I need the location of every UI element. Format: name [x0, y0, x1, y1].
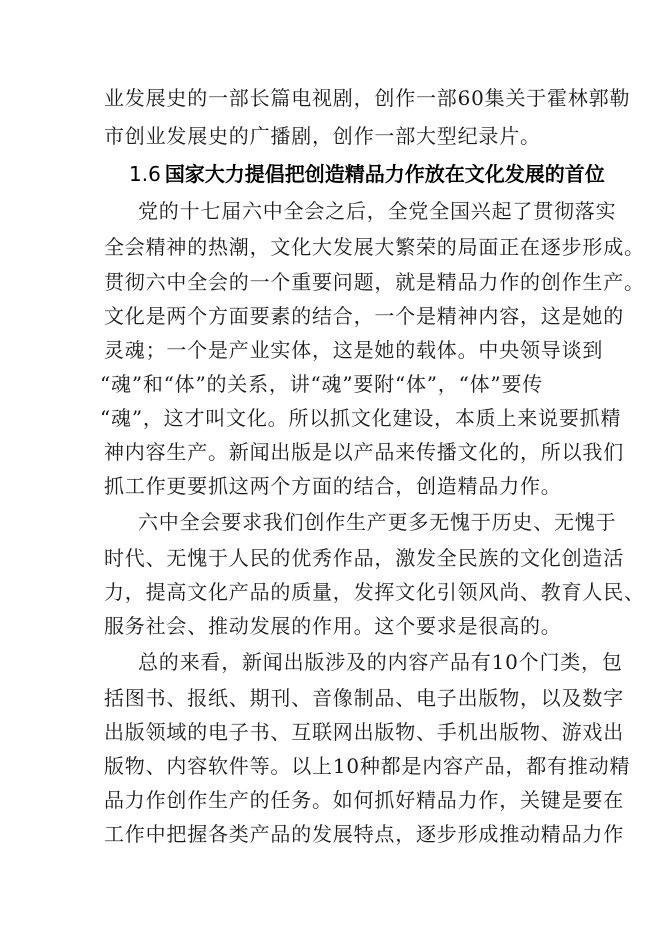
body-text-line: 业发展史的一部长篇电视剧，创作一部60集关于霍林郭勒	[104, 86, 631, 110]
section-title: 国家大力提倡把创造精品力作放在文化发展的首位	[164, 162, 605, 186]
body-text-line: 总的来看，新闻出版涉及的内容产品有10个门类，包	[138, 650, 623, 674]
body-text-line: 党的十七届六中全会之后，全党全国兴起了贯彻落实	[138, 199, 617, 223]
body-text-line: 括图书、报纸、期刊、音像制品、电子出版物，以及数字	[104, 686, 624, 710]
body-text-line: 出版领域的电子书、互联网出版物、手机出版物、游戏出	[104, 720, 624, 744]
body-text-line: “魂”和“体”的关系，讲“魂”要附“体”，“体”要传	[100, 372, 544, 396]
body-text-line: “魂”，这才叫文化。所以抓文化建设，本质上来说要抓精	[100, 406, 622, 430]
body-text-line: 神内容生产。新闻出版是以产品来传播文化的，所以我们	[104, 440, 624, 464]
body-text-line: 时代、无愧于人民的优秀作品，激发全民族的文化创造活	[104, 546, 624, 570]
body-text-line: 灵魂；一个是产业实体，这是她的载体。中央领导谈到	[104, 338, 604, 362]
body-text-line: 抓工作更要抓这两个方面的结合，创造精品力作。	[104, 474, 562, 498]
body-text-line: 力，提高文化产品的质量，发挥文化引领风尚、教育人民、	[104, 580, 645, 604]
body-text-line: 市创业发展史的广播剧，创作一部大型纪录片。	[104, 124, 541, 148]
body-text-line: 文化是两个方面要素的结合，一个是精神内容，这是她的	[104, 304, 624, 328]
section-number: 1.6	[129, 162, 161, 186]
section-heading	[129, 162, 605, 186]
body-text-line: 工作中把握各类产品的发展特点，逐步形成推动精品力作	[104, 822, 624, 846]
body-text-line: 品力作创作生产的任务。如何抓好精品力作，关键是要在	[104, 788, 624, 812]
body-text-line: 版物、内容软件等。以上10种都是内容产品，都有推动精	[104, 754, 631, 778]
body-text-line: 贯彻六中全会的一个重要问题，就是精品力作的创作生产。	[104, 270, 645, 294]
body-text-line: 全会精神的热潮，文化大发展大繁荣的局面正在逐步形成。	[104, 235, 645, 259]
body-text-line: 六中全会要求我们创作生产更多无愧于历史、无愧于	[138, 510, 617, 534]
body-text-line: 服务社会、推动发展的作用。这个要求是很高的。	[104, 614, 562, 638]
